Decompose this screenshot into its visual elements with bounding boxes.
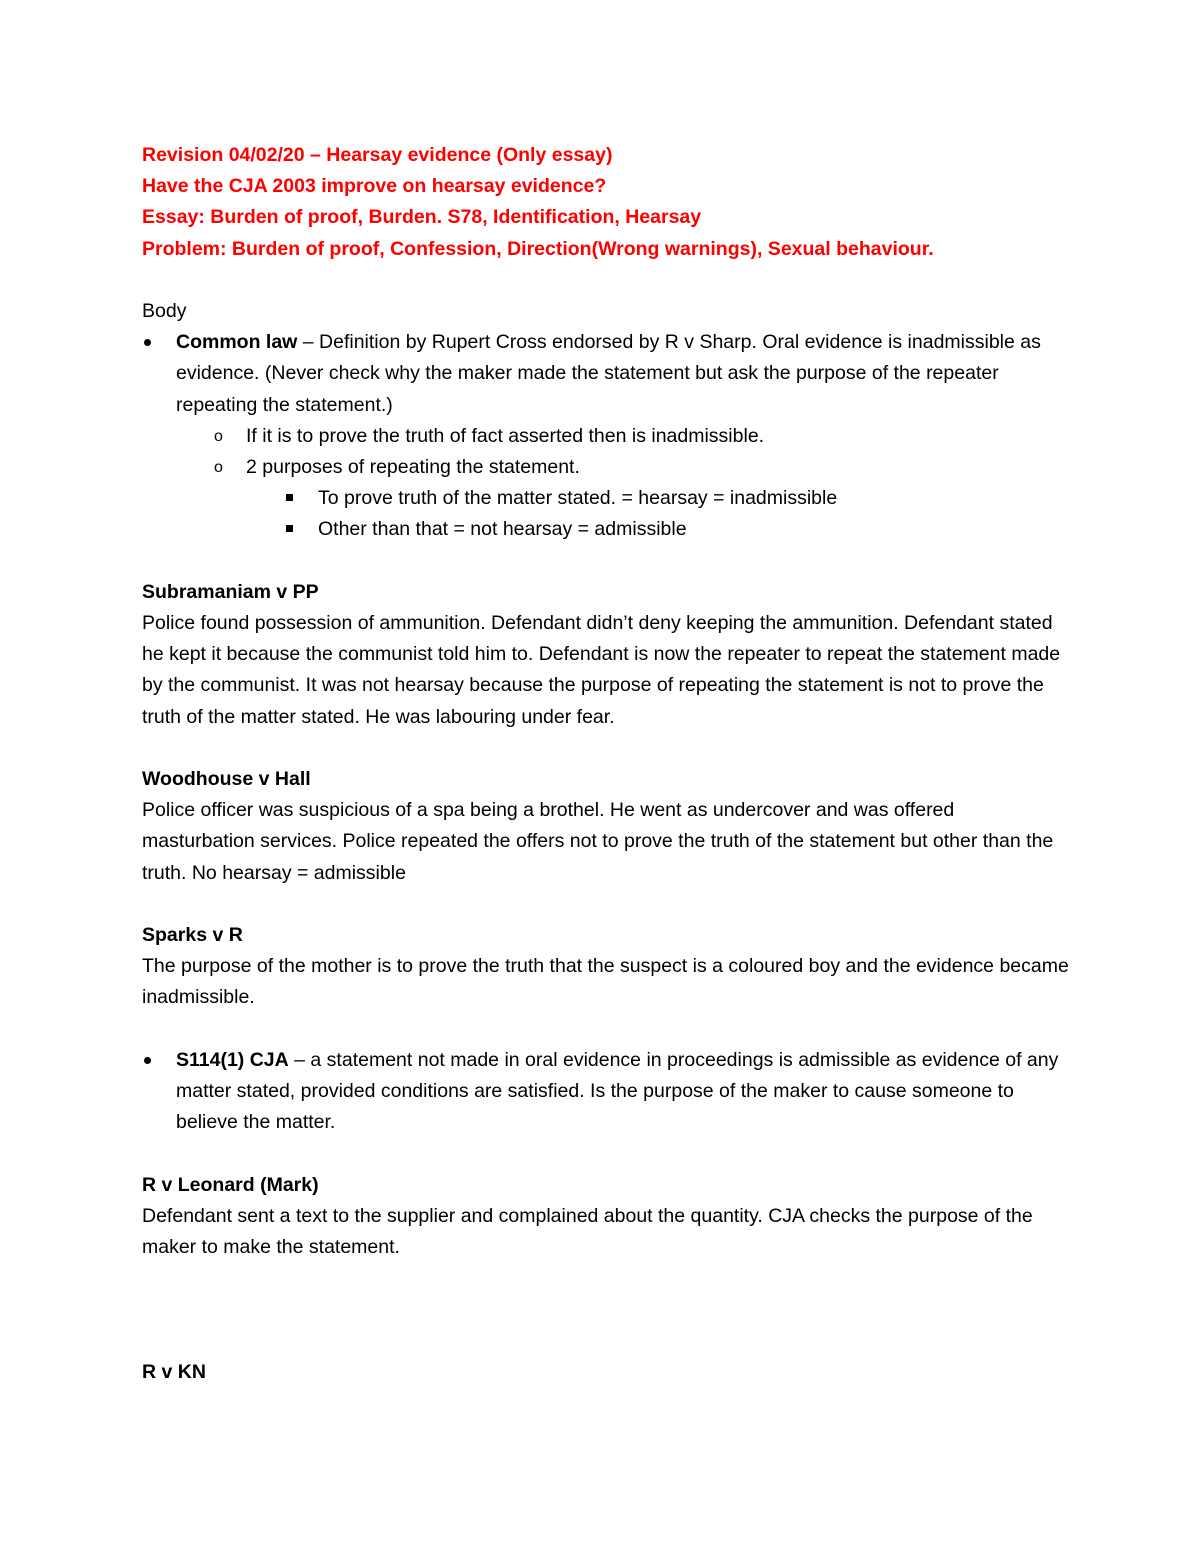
case-text-leonard: Defendant sent a text to the supplier and complained about the quantity. CJA checks the purpose of the maker to make the statement. xyxy=(142,1204,1033,1259)
common-law-text: – Definition by Rupert Cross endorsed by R v Sharp. Oral evidence is inadmissible as evidence. (Never check why the maker made the statement but ask the purpose of the repeater repeating the statement.) xyxy=(176,331,1041,416)
sub-bullet xyxy=(142,452,1072,483)
sub-bullet-text: 2 purposes of repeating the statement. xyxy=(246,456,580,479)
document-body xyxy=(142,140,1072,1388)
sub-bullet xyxy=(142,421,1072,452)
s114-bullet xyxy=(142,1045,1072,1139)
case-title-woodhouse: Woodhouse v Hall xyxy=(142,768,311,791)
sub-bullet-text: If it is to prove the truth of fact asserted then is inadmissible. xyxy=(246,424,765,447)
circle-bullet-icon: o xyxy=(214,459,223,477)
square-bullet-item xyxy=(142,514,1072,545)
s114-term: S114(1) CJA xyxy=(176,1048,289,1071)
case-title-sparks: Sparks v R xyxy=(142,924,243,947)
square-bullet-text: To prove truth of the matter stated. = hearsay = inadmissible xyxy=(318,487,838,510)
question-line: Have the CJA 2003 improve on hearsay evidence? xyxy=(142,175,607,198)
body-label: Body xyxy=(142,300,187,322)
common-law-bullet xyxy=(142,327,1072,421)
circle-bullet-icon: o xyxy=(214,427,223,445)
problem-topics: Problem: Burden of proof, Confession, Direction(Wrong warnings), Sexual behaviour. xyxy=(142,237,934,260)
case-text-woodhouse: Police officer was suspicious of a spa being a brothel. He went as undercover and was offered masturbation services. Police repeated the offers not to prove the truth of the statement but other than the truth. No hearsay = admissible xyxy=(142,799,1054,884)
square-bullet-item xyxy=(142,483,1072,514)
common-law-term: Common law xyxy=(176,331,298,354)
essay-topics: Essay: Burden of proof, Burden. S78, Identification, Hearsay xyxy=(142,206,702,229)
case-title-kn: R v KN xyxy=(142,1360,206,1383)
case-text-sparks: The purpose of the mother is to prove the truth that the suspect is a coloured boy and the evidence became inadmissible. xyxy=(142,955,1069,1009)
case-title-subramaniam: Subramaniam v PP xyxy=(142,580,319,603)
case-text-subramaniam: Police found possession of ammunition. Defendant didn’t deny keeping the ammunition. Defendant stated he kept it because the communist told him to. Defendant is now the repeater to repeat the statement made by the communist. It was not hearsay because the purpose of repeating the statement is not to prove the truth of the matter stated. He was labouring under fear. xyxy=(142,612,1061,728)
square-bullet-text: Other than that = not hearsay = admissible xyxy=(318,518,687,541)
revision-title: Revision 04/02/20 – Hearsay evidence (Only essay) xyxy=(142,144,613,166)
s114-text: – a statement not made in oral evidence in proceedings is admissible as evidence of any matter stated, provided conditions are satisfied. Is the purpose of the maker to cause someone to believe the matter. xyxy=(176,1048,1059,1134)
case-title-leonard: R v Leonard (Mark) xyxy=(142,1173,319,1196)
